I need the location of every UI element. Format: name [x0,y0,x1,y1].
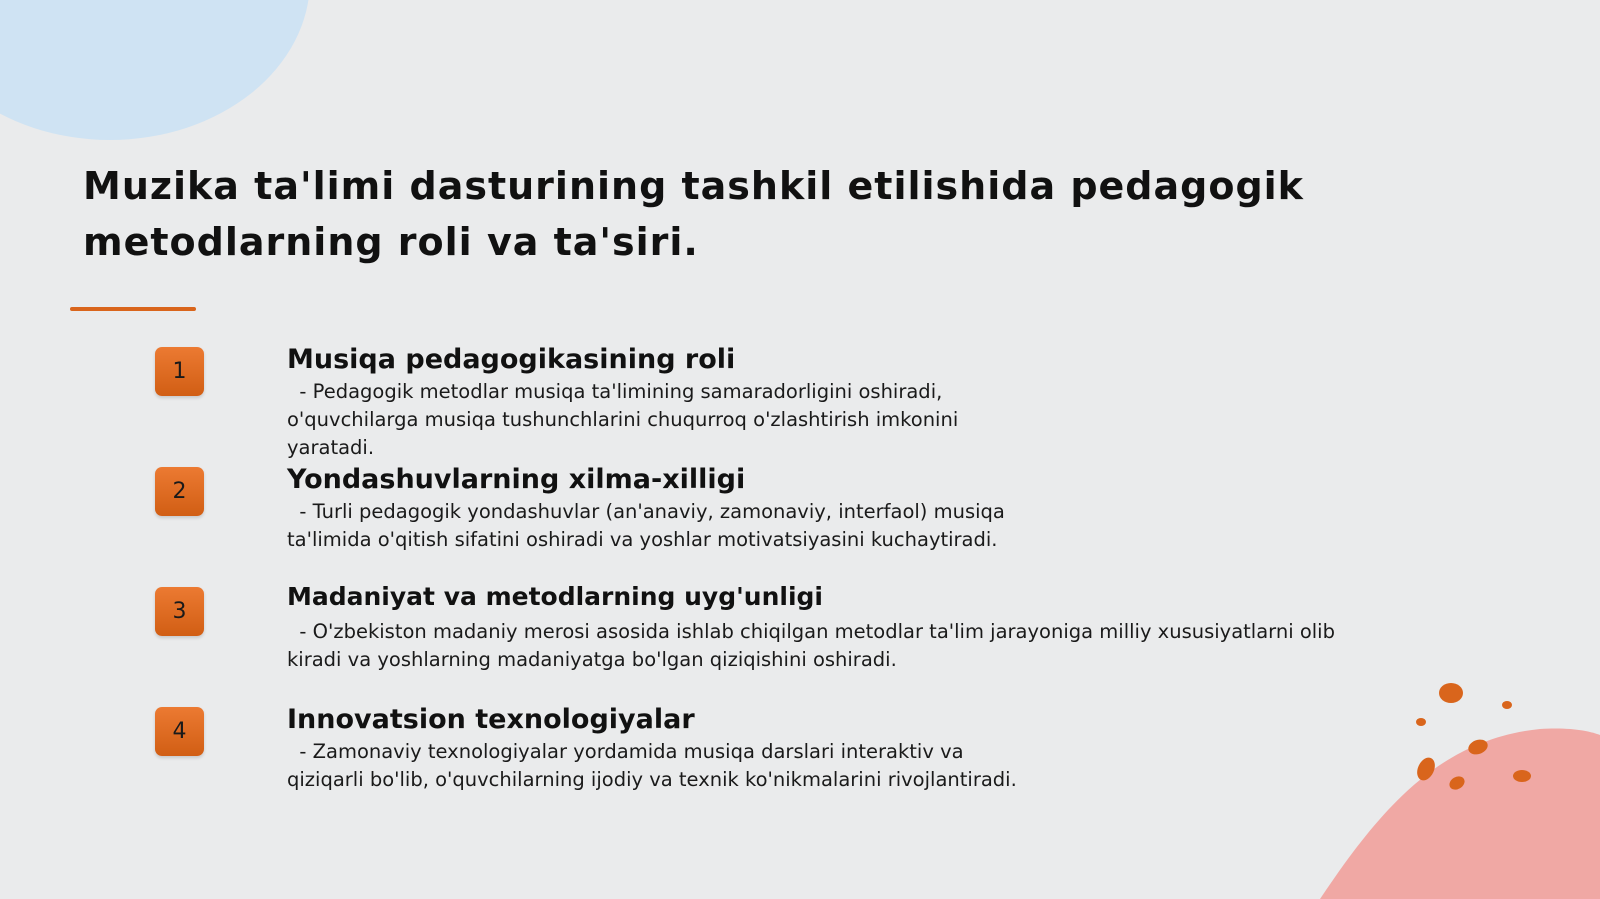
item-description: - O'zbekiston madaniy merosi asosida ishlab chiqilgan metodlar ta'lim jarayoniga milliy xususiyatlarni olib kiradi va yoshlarning madaniyatga bo'lgan qiziqishini oshiradi. [287,620,1335,671]
item-heading: Yondashuvlarning xilma-xilligi [287,464,746,495]
number-badge: 2 [155,467,204,516]
item-description: - Pedagogik metodlar musiqa ta'limining samaradorligini oshiradi, o'quvchilarga musiqa tushunchlarini chuqurroq o'zlashtirish imkonini yaratadi. [287,380,959,459]
slide-title: Muzika ta'limi dasturining tashkil etilishida pedagogik metodlarning roli va ta'siri. [83,164,1304,264]
item-heading: Madaniyat va metodlarning uyg'unligi [287,582,823,611]
decorative-blue-blob [0,0,310,140]
item-heading: Innovatsion texnologiyalar [287,704,695,735]
decorative-corner-shape [1240,659,1600,899]
number-badge: 3 [155,587,204,636]
number-badge: 4 [155,707,204,756]
title-underline [70,307,196,311]
item-description: - Turli pedagogik yondashuvlar (an'anaviy, zamonaviy, interfaol) musiqa ta'limida o'qitish sifatini oshiradi va yoshlar motivatsiyasini kuchaytiradi. [287,500,1005,551]
item-heading: Musiqa pedagogikasining roli [287,344,736,375]
item-description: - Zamonaviy texnologiyalar yordamida musiqa darslari interaktiv va qiziqarli bo'lib, o'quvchilarning ijodiy va texnik ko'nikmalarini rivojlantiradi. [287,740,1017,791]
number-badge: 1 [155,347,204,396]
